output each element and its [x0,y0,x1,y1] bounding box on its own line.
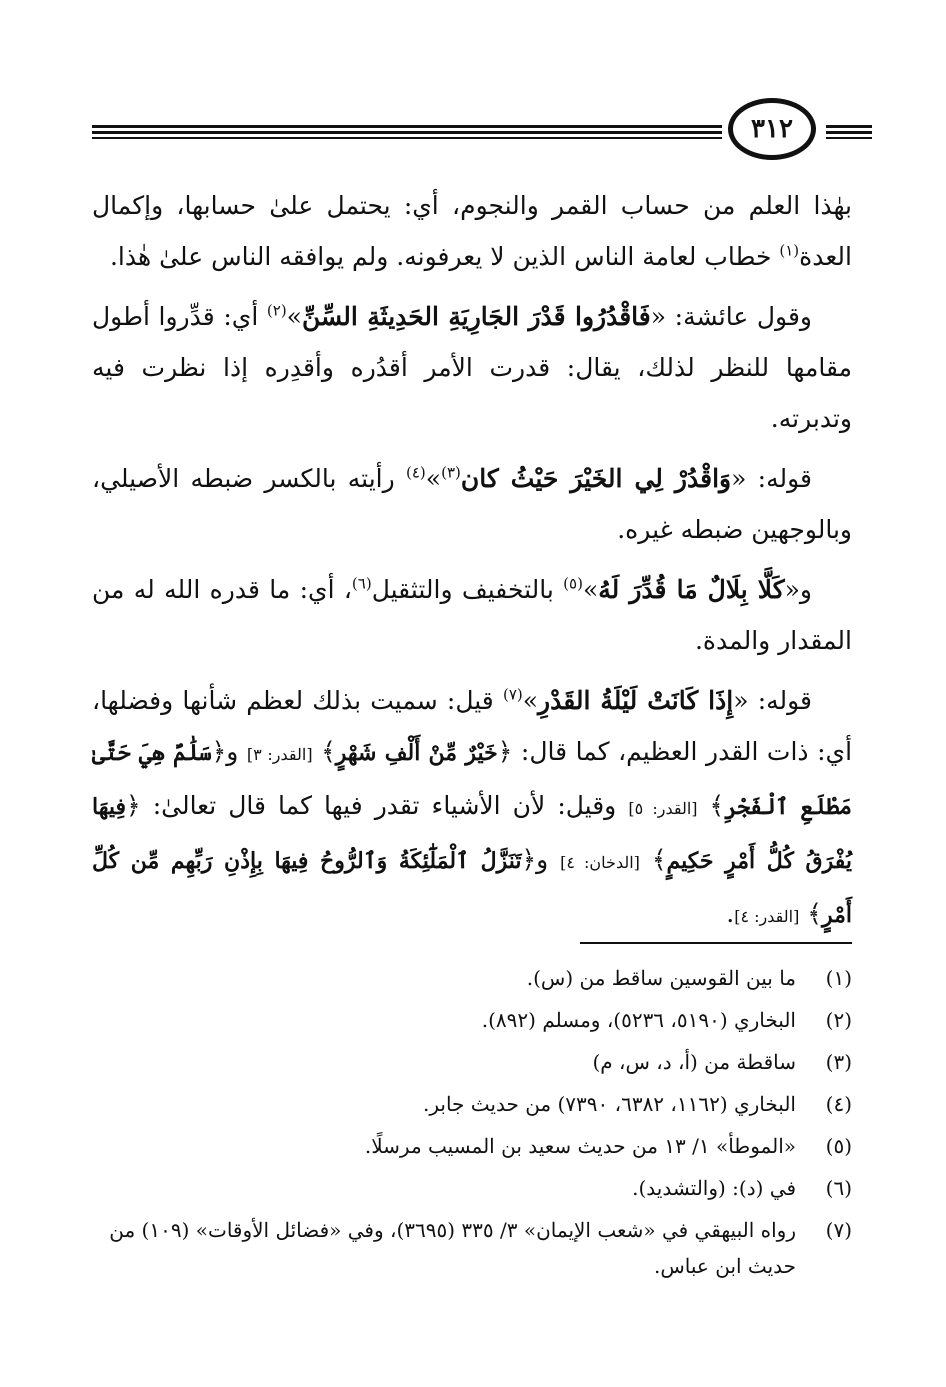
footnote-item [92,1128,852,1164]
paragraph-text: رأيته بالكسر ضبطه الأصيلي، وبالوجهين ضبطه غيره. [92,464,852,544]
footnote-number: (٦) [825,1176,852,1200]
paragraph-text: أي: قدِّروا أطول مقامها للنظر لذلك، يقال: قدرت الأمر أقدُره وأقدِره إذا نظرت فيه وتدبرته. [92,302,852,433]
paragraph-text: ﴾ [799,899,822,928]
paragraph-text: وقيل: لأن الأشياء تقدر فيها كما قال تعالىٰ: ﴿ [126,791,629,820]
footnote-text: «الموطأ» ١/ ١٣ من حديث سعيد بن المسيب مرسلًا. [364,1134,796,1158]
quran-verse: سَلَٰمٌ هِيَ حَتَّىٰ مَطْلَعِ ٱلْفَجْرِ [92,740,852,820]
footnotes [92,960,852,1290]
hadith-quote: وَاقْدُرْ لِي الخَيْرَ حَيْثُ كان [460,464,732,493]
footnote-ref: (٢) [266,301,287,320]
paragraph-text: و﴿ [521,845,561,874]
footnote-text: في (د): (والتشديد). [632,1176,796,1200]
page-header [92,98,872,168]
paragraph-text: خطاب لعامة الناس الذين لا يعرفونه. ولم يوافقه الناس علىٰ هٰذا. [109,242,780,271]
footnote-item [92,1044,852,1080]
paragraph-text: » [425,464,442,493]
header-rule [92,125,722,128]
quran-verse: خَيْرٌ مِّنْ أَلْفِ شَهْرٍ [335,740,498,766]
footnote-ref: (٤) [406,463,426,482]
paragraph [92,564,852,666]
paragraph-text: » [286,302,302,331]
footnote-separator [580,942,852,944]
verse-reference: [القدر: ٤] [734,907,800,926]
paragraph [92,291,852,444]
footnote-text: رواه البيهقي في «شعب الإيمان» ٣/ ٣٣٥ (٣٦٩٥)، وفي «فضائل الأوقات» (١٠٩) من حديث ابن عباس. [109,1218,796,1278]
paragraph-text: . [726,899,735,928]
hadith-quote: كَلَّا بِلَالٌ مَا قُدِّرَ لَهُ [598,575,785,604]
footnote-item [92,960,852,996]
hadith-quote: إِذَا كَانَتْ لَيْلَةُ القَدْرِ [538,686,734,715]
paragraph-text: ﴾ [697,791,725,820]
paragraph-text: قوله: « [733,686,813,715]
footnote-item [92,1086,852,1122]
main-text [92,180,852,951]
paragraph-text: و« [784,575,812,604]
paragraph [92,675,852,942]
footnote-number: (٢) [825,1008,852,1032]
footnote-ref: (١) [779,241,800,260]
paragraph-text: ﴾ [312,737,336,766]
header-rule [826,131,872,134]
paragraph-text: قيل: سميت بذلك لعظم شأنها وفضلها، أي: ذات القدر العظيم، كما قال: ﴿ [92,686,853,766]
header-rule [92,131,722,134]
verse-reference: [القدر: ٥] [628,799,698,818]
footnote-number: (٧) [825,1218,852,1242]
paragraph-text: ، أي: ما قدره الله له من المقدار والمدة. [92,575,852,655]
paragraph-text: بهٰذا العلم من حساب القمر والنجوم، أي: يحتمل علىٰ حسابها، وإكمال العدة [92,191,852,271]
header-rule [826,125,872,128]
paragraph-text: » [582,575,599,604]
footnote-ref: (٣) [441,463,461,482]
hadith-quote: فَاقْدُرُوا قَدْرَ الجَارِيَةِ الحَدِيثَةِ السِّنِّ [301,302,651,331]
paragraph-text: وقول عائشة: « [650,302,812,331]
footnote-number: (٤) [825,1092,852,1116]
paragraph [92,453,852,555]
footnote-text: البخاري (٥١٩٠، ٥٢٣٦)، ومسلم (٨٩٢). [481,1008,796,1032]
paragraph [92,180,852,282]
quran-verse: تَنَزَّلُ ٱلْمَلَٰٓئِكَةُ وَٱلرُّوحُ فِيهَا بِإِذْنِ رَبِّهِم مِّن كُلِّ أَمْرٍ [92,848,852,928]
footnote-text: ساقطة من (أ، د، س، م) [592,1050,796,1074]
footnote-number: (٥) [825,1134,852,1158]
paragraph-text: قوله: « [731,464,812,493]
header-rule [92,137,722,139]
footnote-item [92,1212,852,1284]
footnote-number: (٣) [825,1050,852,1074]
paragraph-text: و﴿ [211,737,247,766]
footnote-text: البخاري (١١٦٢، ٦٣٨٢، ٧٣٩٠) من حديث جابر. [423,1092,796,1116]
verse-reference: [القدر: ٣] [246,745,313,764]
footnote-number: (١) [825,966,852,990]
footnote-item [92,1002,852,1038]
paragraph-text: ﴾ [639,845,667,874]
footnote-text: ما بين القوسين ساقط من (س). [526,966,796,990]
footnote-ref: (٦) [351,574,372,593]
footnote-item [92,1170,852,1206]
footnote-ref: (٥) [563,574,583,593]
verse-reference: [الدخان: ٤] [560,853,640,872]
paragraph-text: » [522,686,539,715]
quran-verse: فِيهَا يُفْرَقُ كُلُّ أَمْرٍ حَكِيمٍ [92,794,852,874]
paragraph-text: بالتخفيف والتثقيل [371,575,564,604]
header-rule [826,137,872,139]
page-number: ٣١٢ [728,98,816,160]
footnote-ref: (٧) [502,685,523,704]
